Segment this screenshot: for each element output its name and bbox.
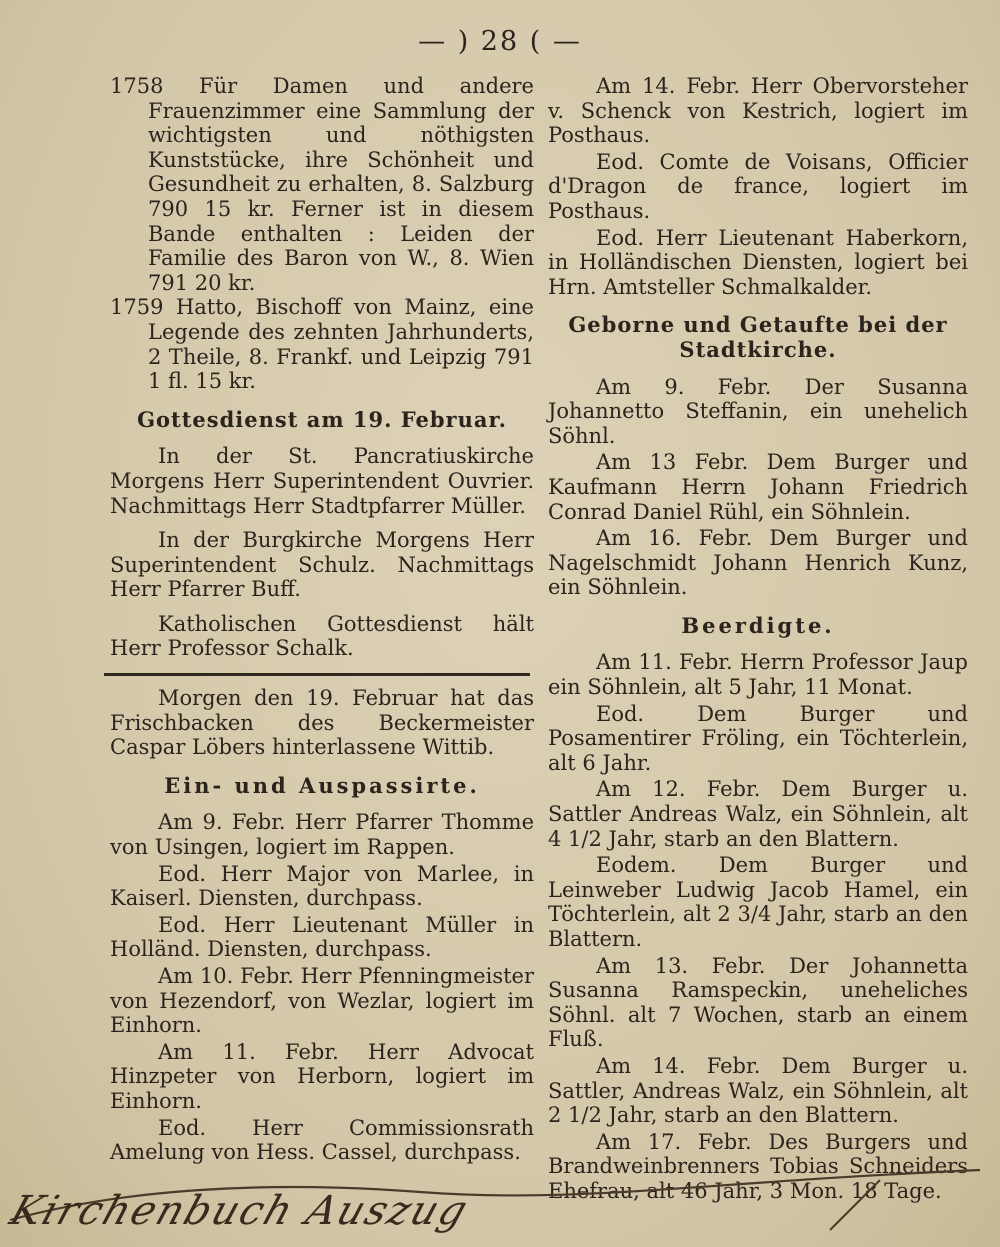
- section-divider: [104, 673, 530, 676]
- page-number: — ) 28 ( —: [418, 26, 582, 57]
- traveler-entry: Am 11. Febr. Herr Advocat Hinzpeter von Herborn, logiert im Einhorn.: [110, 1039, 534, 1113]
- traveler-entry: Eod. Comte de Voisans, Officier d'Dragon de france, logiert im Posthaus.: [548, 149, 968, 223]
- traveler-entry: Am 9. Febr. Herr Pfarrer Thomme von Usingen, logiert im Rappen.: [110, 810, 534, 860]
- burial-entry: Eod. Dem Burger und Posamentirer Fröling, ein Töchterlein, alt 6 Jahr.: [548, 701, 968, 775]
- traveler-entry: Eod. Herr Commissionsrath Amelung von Hess. Cassel, durchpass.: [110, 1115, 534, 1165]
- birth-entry: Am 9. Febr. Der Susanna Johannetto Steffanin, ein unehelich Söhnl.: [548, 374, 968, 448]
- travelers-heading: Ein- und Auspassirte.: [164, 772, 480, 798]
- burial-entry: Eodem. Dem Burger und Leinweber Ludwig Jacob Hamel, ein Töchterlein, alt 2 3/4 Jahr, starb an den Blattern.: [548, 853, 968, 951]
- burial-entry: Am 17. Febr. Des Burgers und Brandweinbrenners Tobias Schneiders Ehefrau, alt 46 Jahr, 3 Mon. 18 Tage.: [548, 1129, 968, 1203]
- service-heading: Gottesdienst am 19. Februar.: [137, 406, 507, 432]
- service-paragraph: In der St. Pancratiuskirche Morgens Herr Superintendent Ouvrier. Nachmittags Herr Stadtpfarrer Müller.: [110, 444, 534, 518]
- service-paragraph: Katholischen Gottesdienst hält Herr Professor Schalk.: [110, 611, 534, 661]
- birth-entry: Am 16. Febr. Dem Burger und Nagelschmidt Johann Henrich Kunz, ein Söhnlein.: [548, 526, 968, 600]
- book-entry: 1759 Hatto, Bischoff von Mainz, eine Legende des zehnten Jahrhunderts, 2 Theile, 8. Frankf. und Leipzig 791 1 fl. 15 kr.: [110, 295, 534, 394]
- book-entry: 1758 Für Damen und andere Frauenzimmer eine Sammlung der wichtigsten und nöthigsten Kunststücke, ihre Schönheit und Gesundheit zu erhalten, 8. Salzburg 790 15 kr. Ferner ist in diesem Bande enthalten : Leiden der Familie des Baron von W., 8. Wien 791 20 kr.: [110, 74, 534, 295]
- traveler-entry: Am 14. Febr. Herr Obervorsteher v. Schenck von Kestrich, logiert im Posthaus.: [548, 74, 968, 148]
- bakery-notice: Morgen den 19. Februar hat das Frischbacken des Beckermeister Caspar Löbers hinterlassene Wittib.: [110, 686, 534, 760]
- burial-entry: Am 12. Febr. Dem Burger u. Sattler Andreas Walz, ein Söhnlein, alt 4 1/2 Jahr, starb an den Blattern.: [548, 777, 968, 851]
- births-heading: Geborne und Getaufte bei der Stadtkirche.: [568, 312, 948, 362]
- right-column: [548, 74, 968, 1206]
- birth-entry: Am 13 Febr. Dem Burger und Kaufmann Herrn Johann Friedrich Conrad Daniel Rühl, ein Söhnlein.: [548, 450, 968, 524]
- traveler-entry: Eod. Herr Lieutenant Müller in Holländ. Diensten, durchpass.: [110, 912, 534, 962]
- burial-entry: Am 13. Febr. Der Johannetta Susanna Ramspeckin, uneheliches Söhnl. alt 7 Wochen, starb an einem Fluß.: [548, 953, 968, 1052]
- burial-entry: Am 11. Febr. Herrn Professor Jaup ein Söhnlein, alt 5 Jahr, 11 Monat.: [548, 650, 968, 700]
- traveler-entry: Eod. Herr Lieutenant Haberkorn, in Holländischen Diensten, logiert bei Hrn. Amtsteller Schmalkalder.: [548, 225, 968, 299]
- traveler-entry: Am 10. Febr. Herr Pfenningmeister von Hezendorf, von Wezlar, logiert im Einhorn.: [110, 964, 534, 1038]
- left-column: [110, 74, 534, 1167]
- service-paragraph: In der Burgkirche Morgens Herr Superintendent Schulz. Nachmittags Herr Pfarrer Buff.: [110, 528, 534, 602]
- burial-entry: Am 14. Febr. Dem Burger u. Sattler, Andreas Walz, ein Söhnlein, alt 2 1/2 Jahr, starb an den Blattern.: [548, 1053, 968, 1128]
- traveler-entry: Eod. Herr Major von Marlee, in Kaiserl. Diensten, durchpass.: [110, 861, 534, 911]
- handwritten-note: Kirchenbuch Auszug: [4, 1188, 475, 1234]
- burials-heading: Beerdigte.: [681, 612, 835, 638]
